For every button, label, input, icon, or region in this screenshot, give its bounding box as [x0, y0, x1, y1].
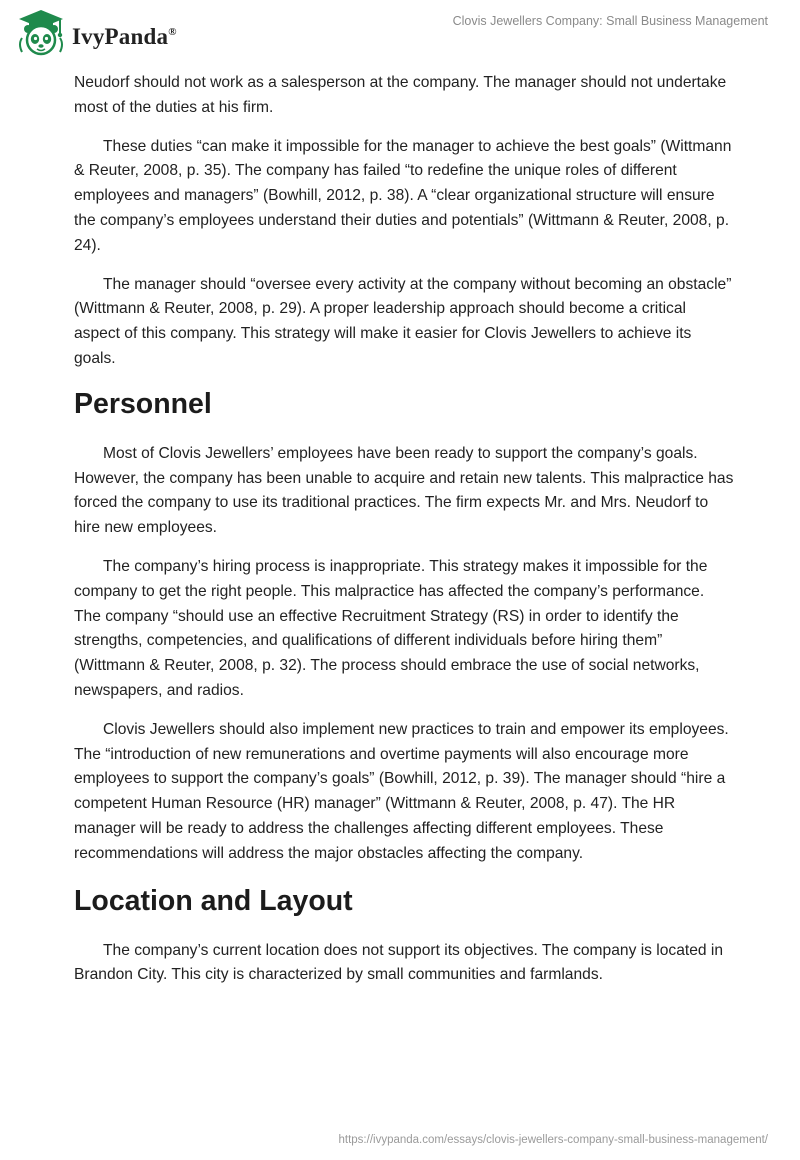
paragraph-duties: These duties “can make it impossible for the manager to achieve the best goals” (Wittmann & Reuter, 2008, p. 35). The company has failed “to redefine the unique roles of different employees and managers” (Bowhill, 2012, p. 38). A “clear organizational structure will ensure the company’s employees understand their duties and potentials” (Wittmann & Reuter, 2008, p. 24). [74, 137, 732, 254]
paragraph-personnel-1: Most of Clovis Jewellers’ employees have been ready to support the company’s goals. However, the company has been unable to acquire and retain new talents. This malpractice has forced the company to use its traditional practices. The firm expects Mr. and Mrs. Neudorf to hire new employees. [74, 444, 734, 537]
registered-mark: ® [168, 26, 177, 38]
paragraph-personnel-2: The company’s hiring process is inappropriate. This strategy makes it impossible for the company to get the right people. This malpractice has affected the company’s performance. The company “should use an effective Recruitment Strategy (RS) in order to identify the strengths, competencies, and qualifications of different individuals before hiring them” (Wittmann & Reuter, 2008, p. 32). The process should embrace the use of social networks, newspapers, and radios. [74, 557, 708, 699]
brand-name: IvyPanda® [72, 24, 177, 49]
ivypanda-logo[interactable] [16, 8, 177, 58]
essay-body [74, 71, 734, 1002]
paragraph-intro: Neudorf should not work as a salesperson at the company. The manager should not undertake most of the duties at his firm. [74, 74, 727, 116]
paragraph-personnel-3: Clovis Jewellers should also implement new practices to train and empower its employees. The “introduction of new remunerations and overtime payments will also encourage more employees to support the company’s goals” (Bowhill, 2012, p. 39). The manager should “hire a competent Human Resource (HR) manager” (Wittmann & Reuter, 2008, p. 47). The HR manager will be ready to address the challenges affecting different employees. These recommendations will address the major obstacles affecting the company. [74, 720, 729, 862]
document-title: Clovis Jewellers Company: Small Business Management [452, 14, 768, 28]
heading-location-layout: Location and Layout [74, 884, 353, 917]
panda-graduate-icon [16, 8, 66, 58]
page-header [0, 0, 800, 70]
heading-personnel: Personnel [74, 387, 212, 420]
paragraph-location: The company’s current location does not support its objectives. The company is located in Brandon City. This city is characterized by small communities and farmlands. [74, 941, 724, 984]
paragraph-manager: The manager should “oversee every activity at the company without becoming an obstacle” (Wittmann & Reuter, 2008, p. 29). A proper leadership approach should become a critical aspect of this company. This strategy will make it easier for Clovis Jewellers to achieve its goals. [74, 275, 732, 367]
source-url[interactable]: https://ivypanda.com/essays/clovis-jewellers-company-small-business-management/ [338, 1134, 768, 1146]
